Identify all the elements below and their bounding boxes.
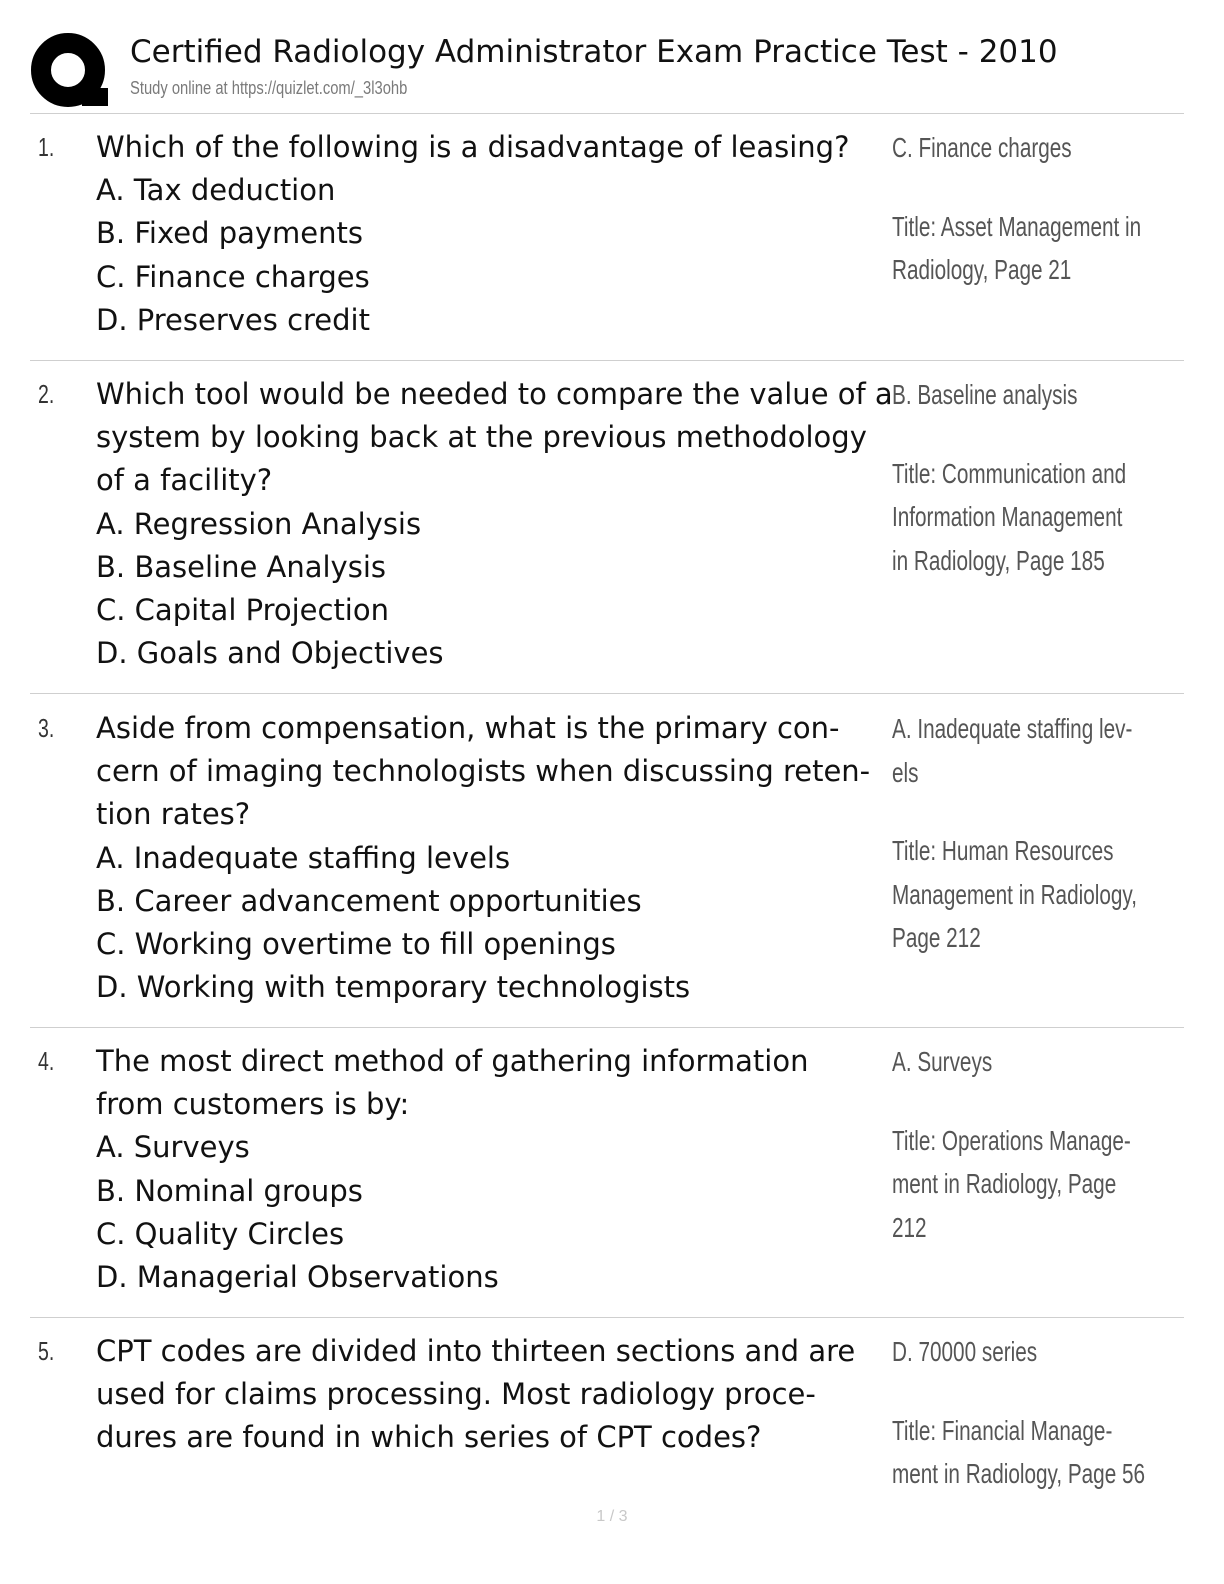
answer-column [892,1040,1192,1249]
divider [30,1317,1184,1318]
divider [30,1027,1184,1028]
option-line: C. Working overtime to fill openings [96,927,616,962]
source-line: ment in Radiology, Page 56 [892,1458,1146,1489]
question-number: 1. [38,132,55,162]
source-line: Title: Human Resources [892,835,1114,866]
answer-column [892,373,1192,582]
option-line: D. Goals and Objectives [96,636,444,671]
option-line: A. Inadequate staffing levels [96,840,511,875]
source-line: Title: Financial Manage- [892,1414,1113,1446]
source-line: Title: Communication and [892,457,1127,489]
source-line: Page 212 [892,922,981,953]
source-line: 212 [892,1211,927,1243]
source-line: Radiology, Page 21 [892,254,1072,285]
question-text [96,1040,896,1299]
question-line: from customers is by: [96,1087,410,1122]
question-text [96,126,896,342]
divider [30,113,1184,114]
question-text [96,707,896,1009]
question-number: 2. [38,379,55,409]
question-line: Aside from compensation, what is the primary con- [96,711,840,745]
divider [30,693,1184,694]
question-line: of a facility? [96,463,273,498]
study-link[interactable]: Study online at https://quizlet.com/_3l3ohb [130,78,408,98]
option-line: A. Regression Analysis [96,506,422,541]
option-line: D. Preserves credit [96,302,370,337]
answer-text: els [892,756,919,788]
option-line: A. Tax deduction [96,173,336,208]
page-header [30,28,1190,112]
question-line: Which tool would be needed to compare the value of a [96,377,893,411]
document-title: Certified Radiology Administrator Exam Practice Test - 2010 [130,34,1058,70]
question-line: CPT codes are divided into thirteen sections and are [96,1334,856,1368]
question-text [96,373,896,675]
question-number: 4. [38,1046,55,1076]
option-line: D. Working with temporary technologists [96,970,691,1005]
page-number: 1 / 3 [596,1508,628,1525]
source-line: Title: Asset Management in [892,210,1142,242]
question-line: The most direct method of gathering information [96,1044,809,1078]
source-line: Information Management [892,501,1123,532]
source-line: ment in Radiology, Page [892,1168,1117,1199]
answer-text: D. 70000 series [892,1336,1038,1367]
option-line: B. Career advancement opportunities [96,883,642,918]
option-line: C. Finance charges [96,259,370,294]
option-line: B. Fixed payments [96,216,363,251]
question-line: cern of imaging technologists when discussing reten- [96,754,871,789]
option-line: B. Baseline Analysis [96,549,386,584]
option-line: A. Surveys [96,1130,250,1165]
question-line: used for claims processing. Most radiology proce- [96,1377,816,1412]
question-line: tion rates? [96,797,251,832]
answer-column [892,126,1192,292]
option-line: C. Capital Projection [96,593,389,628]
question-text [96,1330,896,1460]
quizlet-logo-icon [30,32,110,112]
question-line: dures are found in which series of CPT codes? [96,1420,762,1455]
answer-column [892,1330,1192,1496]
answer-text: A. Surveys [892,1046,993,1077]
answer-text: C. Finance charges [892,132,1072,163]
option-line: C. Quality Circles [96,1216,345,1251]
divider [30,360,1184,361]
source-line: in Radiology, Page 185 [892,544,1105,576]
question-number: 5. [38,1336,55,1366]
answer-text: B. Baseline analysis [892,379,1078,410]
question-line: Which of the following is a disadvantage of leasing? [96,130,850,164]
question-number: 3. [38,713,55,743]
question-line: system by looking back at the previous methodology [96,420,867,455]
answer-text: A. Inadequate staffing lev- [892,713,1133,744]
option-line: B. Nominal groups [96,1173,363,1208]
source-line: Management in Radiology, [892,878,1137,910]
option-line: D. Managerial Observations [96,1260,499,1295]
answer-column [892,707,1192,960]
source-line: Title: Operations Manage- [892,1124,1131,1156]
